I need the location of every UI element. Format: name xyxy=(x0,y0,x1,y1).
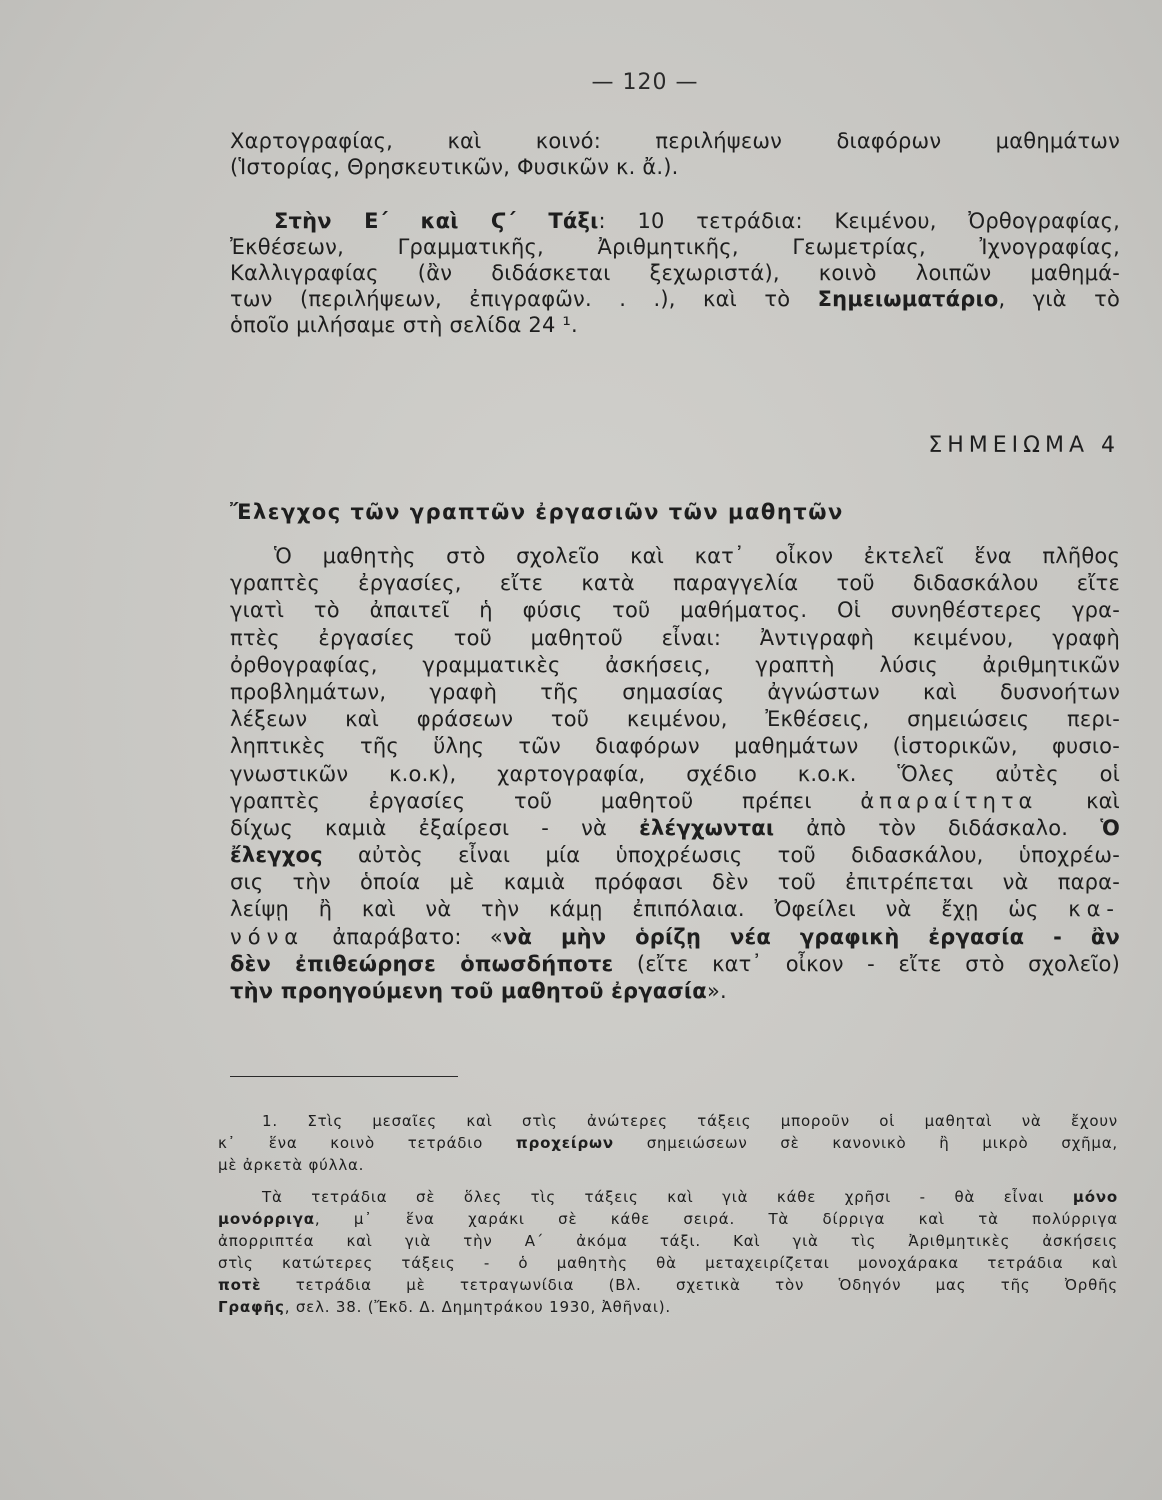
text-line: (Ἱστορίας, Θρησκευτικῶν, Φυσικῶν κ. ἄ.). xyxy=(230,155,679,179)
text-line: γνωστικῶν κ.ο.κ), χαρτογραφία, σχέδιο κ.ο.κ. Ὅλες αὐτὲς οἱ xyxy=(230,761,1120,786)
bold-phrase: μονόρριγα xyxy=(218,1210,315,1228)
footnote-line xyxy=(218,1132,1118,1154)
text-line xyxy=(230,951,1120,978)
spaced-emphasis: νόνα xyxy=(230,924,305,949)
text-line xyxy=(230,286,1120,312)
footnote-line xyxy=(218,1186,1118,1208)
text-line: πτὲς ἐργασίες τοῦ μαθητοῦ εἶναι: Ἀντιγραφὴ κειμένου, γραφὴ xyxy=(230,625,1120,650)
footnote-line: μὲ ἀρκετὰ φύλλα. xyxy=(218,1156,365,1174)
section-heading: ΣΗΜΕΙΩΜΑ 4 xyxy=(928,433,1120,458)
text-line xyxy=(230,896,1120,923)
spaced-emphasis: κα- xyxy=(1068,897,1120,922)
text-span: (εἴτε κατ᾽ οἶκον - εἴτε στὸ σχολεῖο) xyxy=(613,951,1120,976)
bold-phrase: δὲν ἐπιθεώρησε ὁπωσδήποτε xyxy=(230,951,614,976)
text-line xyxy=(230,978,1120,1005)
footnote-line xyxy=(218,1208,1118,1230)
intro-paragraph xyxy=(230,128,1120,180)
text-span: κ᾽ ἕνα κοινὸ τετράδιο xyxy=(218,1134,516,1152)
text-span: ἀπὸ τὸν διδάσκαλο. xyxy=(774,815,1101,840)
text-line: προβλημάτων, γραφὴ τῆς σημασίας ἀγνώστων καὶ δυσνοήτων xyxy=(230,679,1120,704)
text-span: Τὰ τετράδια σὲ ὅλες τὶς τάξεις καὶ γιὰ κάθε χρῆσι - θὰ εἶναι xyxy=(262,1188,1073,1206)
footnote-line: στὶς κατώτερες τάξεις - ὁ μαθητὴς θὰ μεταχειρίζεται μονοχάρακα τετράδια καὶ xyxy=(218,1254,1118,1272)
text-line: Καλλιγραφίας (ἂν διδάσκεται ξεχωριστά), κοινὸ λοιπῶν μαθημά- xyxy=(230,261,1120,285)
text-line: γιατὶ τὸ ἀπαιτεῖ ἡ φύσις τοῦ μαθήματος. Οἱ συνηθέστερες γρα- xyxy=(230,598,1120,623)
text-span: τετράδια μὲ τετραγωνίδια (Βλ. σχετικὰ τὸν Ὁδηγόν μας τῆς Ὀρθῆς xyxy=(261,1276,1118,1294)
footnote-1 xyxy=(218,1110,1118,1176)
text-span: ἀπαράβατο: « xyxy=(304,924,503,949)
page-number: — 120 — xyxy=(591,70,699,95)
paragraph-grades-5-6 xyxy=(230,208,1120,338)
text-line: ὀρθογραφίας, γραμματικὲς ἀσκήσεις, γραπτὴ λύσις ἀριθμητικῶν xyxy=(230,652,1120,677)
text-line: λέξεων καὶ φράσεων τοῦ κειμένου, Ἐκθέσεις, σημειώσεις περι- xyxy=(230,707,1120,732)
bold-phrase: νὰ μὴν ὁρίζῃ νέα γραφικὴ ἐργασία - ἂν xyxy=(502,924,1120,949)
bold-phrase: Ὁ xyxy=(1100,815,1121,840)
footnote-line xyxy=(218,1274,1118,1296)
footnote-divider xyxy=(230,1076,458,1077)
text-line: Ὁ μαθητὴς στὸ σχολεῖο καὶ κατ᾽ οἶκον ἐκτελεῖ ἕνα πλῆθος xyxy=(274,544,1120,568)
text-span: γραπτὲς ἐργασίες τοῦ μαθητοῦ πρέπει xyxy=(230,788,861,813)
footnote-line xyxy=(218,1296,1118,1318)
bold-phrase: τὴν προηγούμενη τοῦ μαθητοῦ ἐργασία xyxy=(230,979,707,1003)
bold-phrase: ποτὲ xyxy=(218,1276,262,1294)
bold-phrase: μόνο xyxy=(1072,1188,1118,1206)
text-line xyxy=(230,788,1120,815)
bold-phrase: Γραφῆς xyxy=(218,1298,285,1316)
text-line: ληπτικὲς τῆς ὕλης τῶν διαφόρων μαθημάτων (ἱστορικῶν, φυσιο- xyxy=(230,734,1120,759)
text-span: , μ᾽ ἕνα χαράκι σὲ κάθε σειρά. Τὰ δίρριγα καὶ τὰ πολύρριγα xyxy=(314,1210,1118,1228)
text-span: ». xyxy=(706,979,727,1003)
bold-phrase: προχείρων xyxy=(515,1134,614,1152)
footnote-line: 1. Στὶς μεσαῖες καὶ στὶς ἀνώτερες τάξεις μποροῦν οἱ μαθηταὶ νὰ ἔχουν xyxy=(262,1112,1118,1130)
text-span: καὶ xyxy=(1037,788,1120,813)
spaced-emphasis: ἀπαραίτητα xyxy=(860,788,1038,813)
section-subtitle: Ἔλεγχος τῶν γραπτῶν ἐργασιῶν τῶν μαθητῶν xyxy=(230,500,844,524)
text-span: λείψῃ ἢ καὶ νὰ τὴν κάμῃ ἐπιπόλαια. Ὀφείλει νὰ ἔχῃ ὡς xyxy=(230,897,1069,922)
text-span: των (περιλήψεων, ἐπιγραφῶν. . .), καὶ τὸ xyxy=(230,287,818,311)
text-line xyxy=(230,208,1120,234)
paragraph-assignment-checking xyxy=(230,543,1120,1005)
bold-phrase: ἐλέγχωνται xyxy=(639,815,775,840)
text-line xyxy=(230,815,1120,842)
text-line: σις τὴν ὁποία μὲ καμιὰ πρόφασι δὲν τοῦ ἐπιτρέπεται νὰ παρα- xyxy=(230,870,1120,895)
footnote-2 xyxy=(218,1186,1118,1318)
text-line: Ἐκθέσεων, Γραμματικῆς, Ἀριθμητικῆς, Γεωμετρίας, Ἰχνογραφίας, xyxy=(230,235,1120,259)
text-line: ὁποῖο μιλήσαμε στὴ σελίδα 24 ¹. xyxy=(230,313,578,337)
bold-phrase: Σημειωματάριο xyxy=(817,287,999,311)
text-span: : 10 τετράδια: Κειμένου, Ὀρθογραφίας, xyxy=(598,209,1120,233)
bold-phrase: Στὴν Ε΄ καὶ Ϛ΄ Τάξι xyxy=(274,209,599,233)
text-span: , σελ. 38. (Ἔκδ. Δ. Δημητράκου 1930, Ἀθῆναι). xyxy=(284,1298,671,1316)
footnote-line: ἀπορριπτέα καὶ γιὰ τὴν Α΄ ἀκόμα τάξι. Καὶ γιὰ τὶς Ἀριθμητικὲς ἀσκήσεις xyxy=(218,1232,1118,1250)
text-span: , γιὰ τὸ xyxy=(998,287,1120,311)
text-line: Χαρτογραφίας, καὶ κοινό: περιλήψεων διαφόρων μαθημάτων xyxy=(230,129,1120,153)
text-line xyxy=(230,924,1120,951)
text-line: γραπτὲς ἐργασίες, εἴτε κατὰ παραγγελία τοῦ διδασκάλου εἴτε xyxy=(230,571,1120,596)
text-span: δίχως καμιὰ ἐξαίρεσι - νὰ xyxy=(230,815,640,840)
text-span: σημειώσεων σὲ κανονικὸ ἢ μικρὸ σχῆμα, xyxy=(613,1134,1118,1152)
text-line xyxy=(230,842,1120,869)
bold-phrase: ἔλεγχος xyxy=(230,843,323,868)
text-span: αὐτὸς εἶναι μία ὑποχρέωσις τοῦ διδασκάλου, ὑποχρέω- xyxy=(322,843,1120,868)
